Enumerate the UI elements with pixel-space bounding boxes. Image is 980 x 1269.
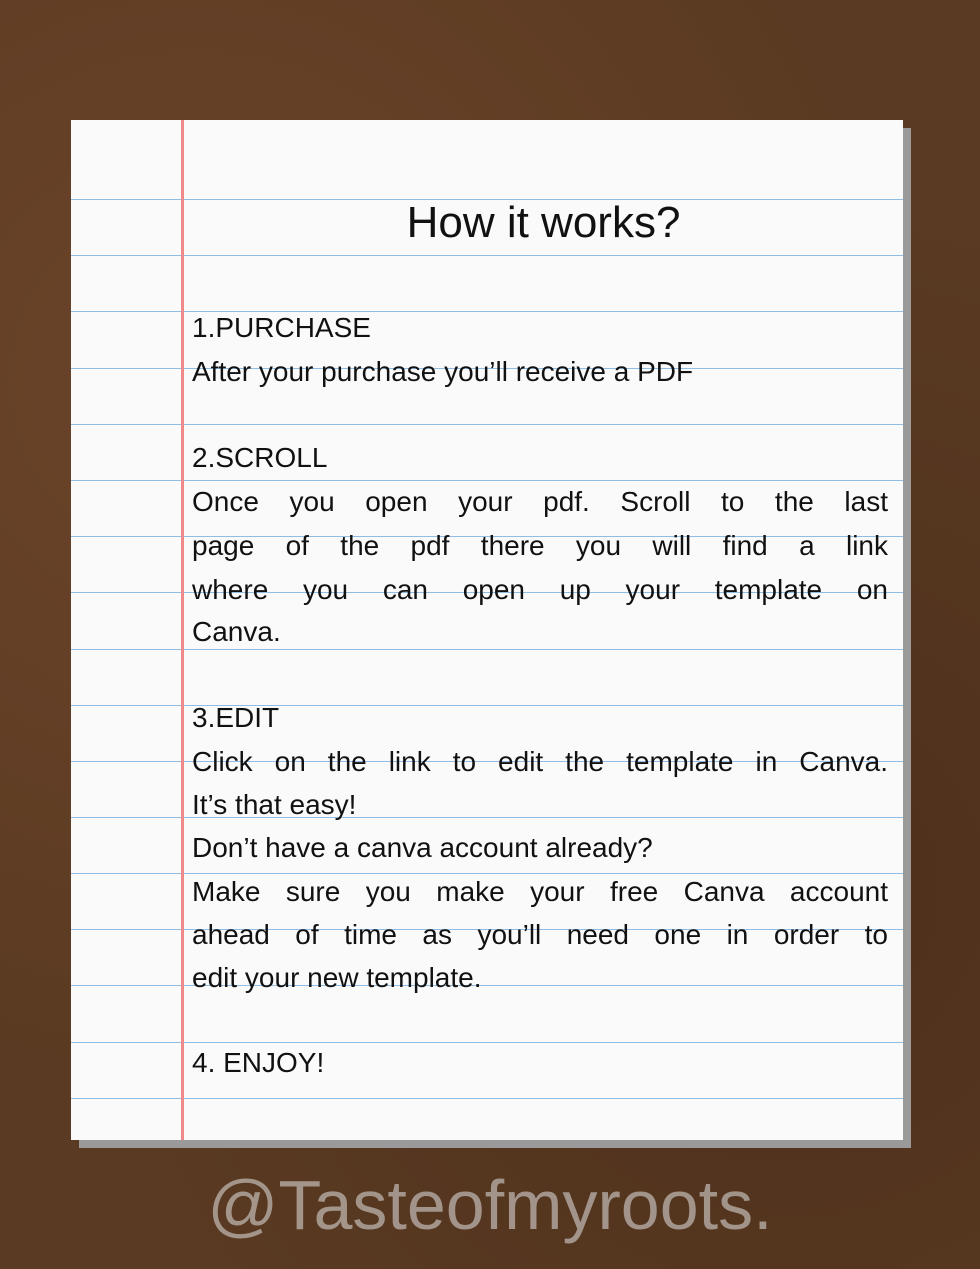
- ruled-line: [71, 255, 903, 256]
- step-text: ahead of time as you’ll need one in order to: [192, 919, 888, 950]
- step-heading: 1.PURCHASE: [192, 312, 371, 343]
- step-text: Don’t have a canva account already?: [192, 832, 653, 863]
- ruled-line: [71, 1098, 903, 1099]
- step-text: It’s that easy!: [192, 789, 357, 820]
- step-heading: 3.EDIT: [192, 702, 280, 733]
- ruled-line: [71, 424, 903, 425]
- ruled-line: [71, 1042, 903, 1043]
- step-text: page of the pdf there you will find a link: [192, 530, 888, 561]
- lined-paper: [71, 120, 903, 1140]
- step-heading: 4. ENJOY!: [192, 1047, 325, 1078]
- margin-line: [181, 120, 184, 1140]
- step-heading: 2.SCROLL: [192, 442, 328, 473]
- watermark: @Tasteofmyroots.: [207, 1166, 773, 1244]
- step-text: After your purchase you’ll receive a PDF: [192, 356, 694, 387]
- step-text: where you can open up your template on: [192, 574, 888, 605]
- step-text: Once you open your pdf. Scroll to the last: [192, 486, 888, 517]
- page-title: How it works?: [406, 198, 681, 247]
- ruled-line: [71, 480, 903, 481]
- step-text: edit your new template.: [192, 962, 482, 993]
- step-text: Make sure you make your free Canva account: [192, 876, 888, 907]
- step-text: Click on the link to edit the template in Canva.: [192, 746, 888, 777]
- step-text: Canva.: [192, 616, 281, 647]
